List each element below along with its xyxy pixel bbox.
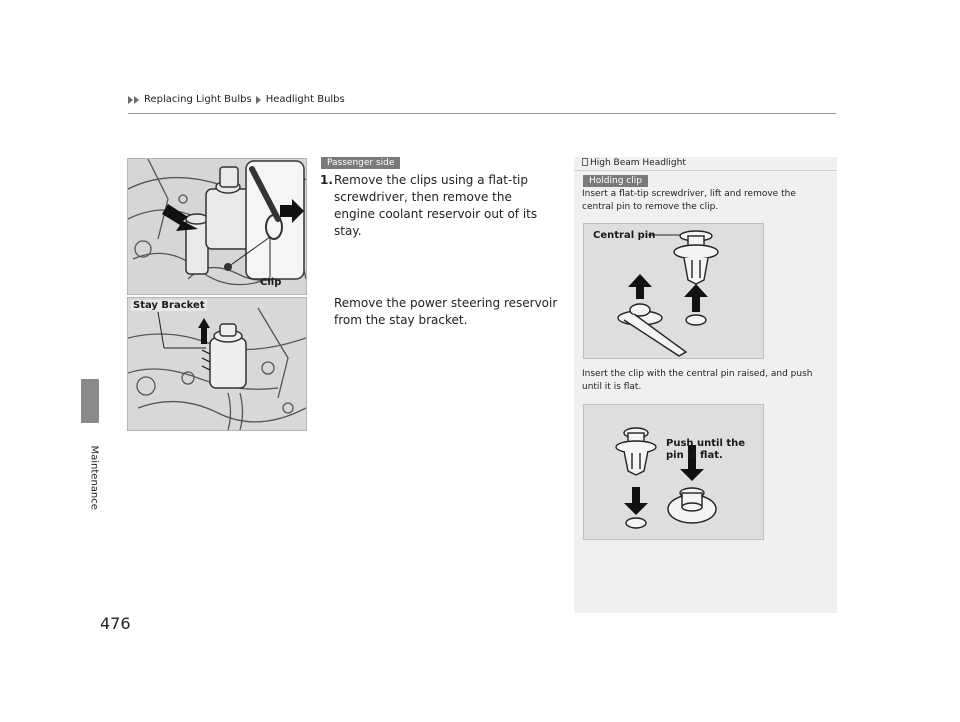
- push-pin-flat-diagram: [583, 404, 764, 540]
- breadcrumb-arrow-icon: [128, 96, 133, 104]
- notes-panel-title-text: High Beam Headlight: [590, 158, 686, 168]
- push-until-flat-label-line-2: pin is flat.: [666, 450, 723, 461]
- push-until-flat-label-line-1: Push until the: [666, 438, 746, 449]
- coolant-reservoir-photo: [127, 158, 307, 295]
- breadcrumb-arrow-icon: [134, 96, 139, 104]
- breadcrumb-item-replacing-light-bulbs[interactable]: Replacing Light Bulbs: [144, 94, 252, 105]
- central-pin-removal-diagram: [583, 223, 764, 359]
- step-number: 1.: [320, 173, 333, 187]
- breadcrumb: [128, 94, 345, 105]
- note-marker-icon: [582, 158, 588, 166]
- holding-clip-tag: Holding clip: [583, 175, 648, 187]
- notes-panel-title: [582, 158, 686, 168]
- breadcrumb-arrow-icon: [256, 96, 261, 104]
- page-number: 476: [100, 614, 131, 633]
- stay-bracket-callout-label: Stay Bracket: [133, 300, 205, 311]
- step-instruction-text: Remove the clips using a flat-tip screwdriver, then remove the engine coolant reservoir out of its stay.: [334, 173, 538, 238]
- header-rule: [128, 113, 836, 114]
- section-tab-label: Maintenance: [88, 445, 100, 510]
- holding-clip-instruction-2: Insert the clip with the central pin raised, and push until it is flat.: [582, 369, 813, 392]
- power-steering-reservoir-photo: [127, 297, 307, 431]
- central-pin-label: Central pin: [593, 230, 656, 241]
- holding-clip-instruction-1: Insert a flat-tip screwdriver, lift and remove the central pin to remove the clip.: [582, 189, 796, 212]
- notes-panel-rule: [574, 170, 837, 171]
- instruction-paragraph: Remove the power steering reservoir from the stay bracket.: [334, 296, 558, 327]
- clip-callout-label: Clip: [260, 277, 282, 288]
- section-tab-marker: [81, 379, 99, 423]
- breadcrumb-item-headlight-bulbs[interactable]: Headlight Bulbs: [265, 94, 345, 105]
- passenger-side-tag: Passenger side: [321, 157, 400, 169]
